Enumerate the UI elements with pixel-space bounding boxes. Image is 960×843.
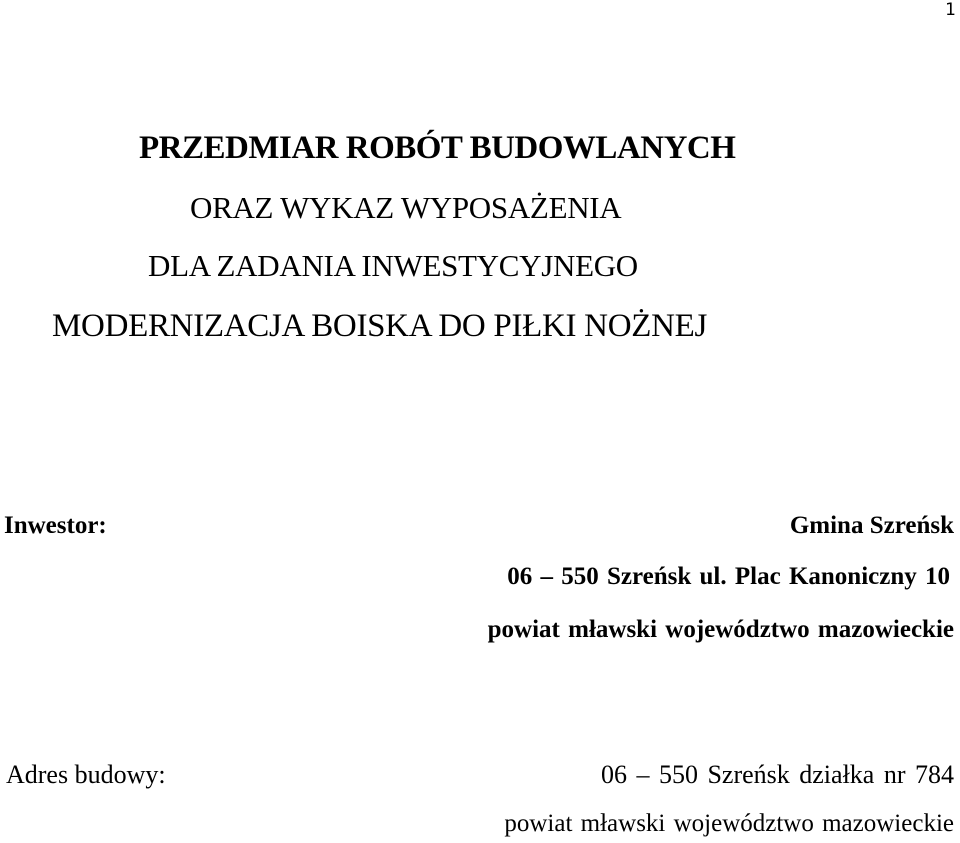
title-line-3: DLA ZADANIA INWESTYCYJNEGO bbox=[148, 248, 638, 283]
investor-district: powiat mławski województwo mazowieckie bbox=[487, 616, 954, 643]
investor-address: 06 – 550 Szreńsk ul. Plac Kanoniczny 10 bbox=[507, 563, 950, 590]
site-district: powiat mławski województwo mazowieckie bbox=[504, 810, 954, 837]
title-line-1: PRZEDMIAR ROBÓT BUDOWLANYCH bbox=[139, 130, 736, 166]
site-label: Adres budowy: bbox=[6, 760, 166, 789]
title-line-4: MODERNIZACJA BOISKA DO PIŁKI NOŻNEJ bbox=[52, 308, 708, 344]
page-number: 1 bbox=[945, 0, 956, 20]
site-address: 06 – 550 Szreńsk działka nr 784 bbox=[600, 760, 954, 789]
investor-label: Inwestor: bbox=[4, 512, 107, 539]
title-line-2: ORAZ WYKAZ WYPOSAŻENIA bbox=[190, 190, 622, 225]
investor-name: Gmina Szreńsk bbox=[789, 512, 954, 539]
